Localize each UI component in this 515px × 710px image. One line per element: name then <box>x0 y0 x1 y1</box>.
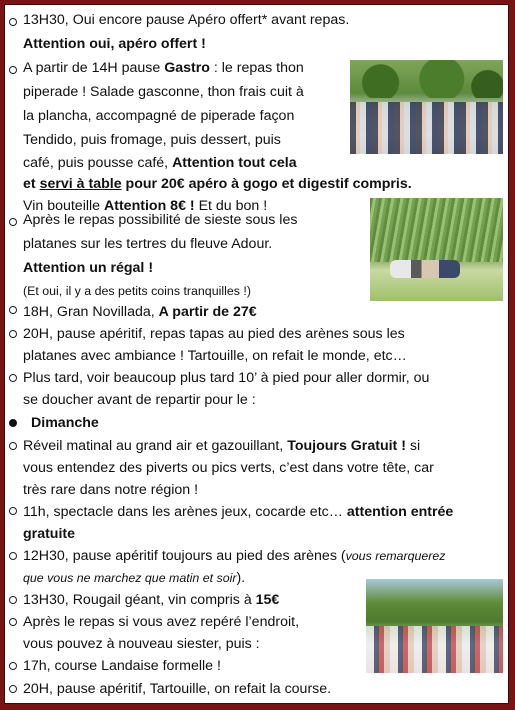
bullet-icon <box>9 442 17 450</box>
line-siester: vous pouvez à nouveau siester, puis : <box>23 636 260 652</box>
line-apero-20h: 20H, pause apéritif, Tartouille, on refait la course. <box>23 681 332 697</box>
bullet-icon <box>9 374 17 382</box>
line-plus-tard: Plus tard, voir beaucoup plus tard 10’ à pied pour aller dormir, ou <box>23 370 430 386</box>
line-regal: Attention un régal ! <box>23 260 154 276</box>
bullet-icon <box>9 552 17 560</box>
line-tendido: Tendido, puis fromage, puis dessert, puis <box>23 132 281 148</box>
line-piperade: piperade ! Salade gasconne, thon frais cuit à <box>23 84 304 100</box>
line-ambiance: platanes avec ambiance ! Tartouille, on refait le monde, etc… <box>23 348 407 364</box>
bullet-filled-icon <box>9 419 17 427</box>
bullet-icon <box>9 685 17 693</box>
line-servi-a-table: et servi à table pour 20€ apéro à gogo et digestif compris. <box>23 176 412 192</box>
photo-banquet <box>350 60 503 154</box>
bullet-icon <box>9 218 17 226</box>
line-plancha: la plancha, accompagné de piperade façon <box>23 108 295 124</box>
line-novillada: 18H, Gran Novillada, A partir de 27€ <box>23 304 257 320</box>
line-spectacle: 11h, spectacle dans les arènes jeux, cocarde etc… attention entrée <box>23 504 454 520</box>
line-vin-bouteille: Vin bouteille Attention 8€ ! Et du bon ! <box>23 198 268 214</box>
line-apero-12h30: 12H30, pause apéritif toujours au pied des arènes (vous remarquerez <box>23 548 446 564</box>
bullet-icon <box>9 330 17 338</box>
bullet-icon <box>9 662 17 670</box>
bullet-icon <box>9 18 17 26</box>
bullet-icon <box>9 306 17 314</box>
line-tapas: 20H, pause apéritif, repas tapas au pied des arènes sous les <box>23 326 405 342</box>
photo-nap-grass <box>370 198 503 301</box>
line-rare: très rare dans notre région ! <box>23 482 199 498</box>
line-course-landaise: 17h, course Landaise formelle ! <box>23 658 221 674</box>
bullet-icon <box>9 596 17 604</box>
photo-rougail-meal <box>366 579 503 673</box>
line-gratuite: gratuite <box>23 526 76 542</box>
line-doucher: se doucher avant de repartir pour le : <box>23 392 256 408</box>
line-platanes-adour: platanes sur les tertres du fleuve Adour. <box>23 236 273 252</box>
line-gastro: A partir de 14H pause Gastro : le repas thon <box>23 60 304 76</box>
line-reveil: Réveil matinal au grand air et gazouillant, Toujours Gratuit ! si <box>23 438 421 454</box>
line-sieste: Après le repas possibilité de sieste sous les <box>23 212 298 228</box>
line-apero-offert: Attention oui, apéro offert ! <box>23 36 206 52</box>
line-piverts: vous entendez des piverts ou pics verts, c’est dans votre tête, car <box>23 460 434 476</box>
bullet-icon <box>9 507 17 515</box>
bullet-icon <box>9 66 17 74</box>
program-page <box>4 4 509 704</box>
line-coins-tranquilles: (Et oui, il y a des petits coins tranquilles !) <box>23 284 251 298</box>
line-apres-repas: Après le repas si vous avez repéré l’endroit, <box>23 614 300 630</box>
bullet-icon <box>9 618 17 626</box>
line-rougail: 13H30, Rougail géant, vin compris à 15€ <box>23 592 280 608</box>
line-apero-13h30: 13H30, Oui encore pause Apéro offert* avant repas. <box>23 12 350 28</box>
line-matin-soir: que vous ne marchez que matin et soir). <box>23 570 246 586</box>
line-cafe: café, puis pousse café, Attention tout cela <box>23 155 297 171</box>
line-dimanche: Dimanche <box>31 415 99 431</box>
